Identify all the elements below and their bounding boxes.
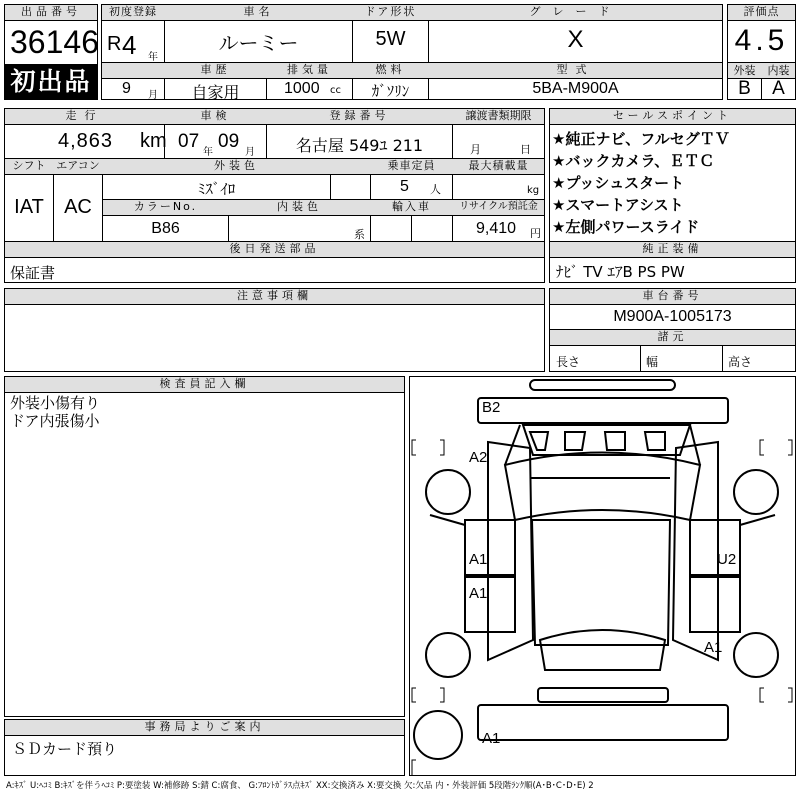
ext-color: ﾐｽﾞｲﾛ [197, 180, 236, 198]
height-label: 高さ [728, 355, 753, 369]
first-reg-label: 初度登録 [102, 5, 164, 19]
width-label: 幅 [646, 355, 659, 369]
sales-points-label: セールスポイント [550, 109, 795, 123]
aircon: AC [64, 196, 92, 218]
mark-fender-front-left: A2 [469, 449, 488, 466]
mark-door-front-left: A1 [469, 551, 488, 568]
model-code: 5BA-M900A [532, 80, 619, 97]
lot-no-label: 出品番号 [5, 5, 97, 19]
later-parts-label: 後日発送部品 [5, 242, 544, 256]
int-color-unit: 系 [354, 228, 365, 241]
history-label: 車歴 [165, 63, 266, 77]
max-load-unit: kg [527, 185, 540, 196]
plate-label: 登録番号 [267, 109, 452, 123]
displacement-label: 排気量 [267, 63, 352, 77]
notes-label: 注意事項欄 [5, 289, 544, 303]
inspector-label: 検査員記入欄 [5, 377, 404, 391]
later-parts: 保証書 [10, 264, 56, 282]
car-name: ルーミー [218, 31, 299, 55]
inspection-month-unit: 月 [245, 147, 255, 158]
grade-label: グレード [429, 5, 722, 19]
history: 自家用 [191, 83, 240, 102]
month-unit: 月 [148, 90, 158, 101]
color-no-label: カラーNo. [103, 200, 228, 214]
sales-point-1: ★純正ナビ、フルセグＴＶ [552, 130, 730, 148]
lot-number: 36146 [10, 24, 99, 60]
inspection-month: 09 [218, 131, 240, 152]
interior-grade: A [772, 78, 785, 99]
sales-point-4: ★スマートアシスト [552, 196, 684, 214]
color-no: B86 [151, 220, 180, 237]
length-label: 長さ [556, 355, 581, 369]
sales-point-5: ★左側パワースライド [552, 218, 700, 236]
fuel: ｶﾞｿﾘﾝ [371, 82, 410, 100]
transfer-label: 譲渡書類期限 [453, 109, 544, 123]
capacity-unit: 人 [430, 183, 441, 196]
displacement-unit: cc [330, 85, 341, 96]
office-note: ＳＤカード預り [12, 740, 118, 758]
max-load-label: 最大積載量 [453, 159, 544, 173]
mark-door-rear-left: A1 [469, 585, 488, 602]
recycle-deposit: 9,410 [476, 220, 517, 237]
evaluation-score: 4.5 [734, 24, 789, 57]
equipment: ﾅﾋﾞ TV ｴｱB PS PW [556, 263, 685, 281]
interior-label: 内装 [767, 64, 790, 77]
era: R [107, 33, 122, 55]
reg-year: 4 [122, 30, 137, 60]
office-label: 事務局よりご案内 [5, 720, 404, 734]
car-name-label: 車名 [165, 5, 352, 19]
mileage: 4,863 [58, 130, 114, 152]
mark-quarter-right: A1 [704, 639, 723, 656]
mark-bumper-front: B2 [482, 399, 501, 416]
shift: IAT [14, 196, 44, 218]
transfer-month: 月 [470, 143, 481, 156]
mark-bumper-rear: A1 [482, 730, 501, 747]
chassis-label: 車台番号 [550, 289, 795, 303]
chassis-number: M900A-1005173 [613, 308, 732, 325]
door-label: ドア形状 [353, 5, 428, 19]
aircon-label: エアコン [54, 159, 102, 173]
ext-color-label: 外装色 [103, 159, 370, 173]
shift-label: シフト [5, 159, 53, 173]
capacity: 5 [400, 178, 409, 195]
first-listing-badge: 初出品 [10, 67, 92, 96]
year-unit: 年 [148, 52, 158, 63]
sales-point-3: ★プッシュスタート [552, 174, 685, 192]
int-color-label: 内装色 [229, 200, 370, 214]
door-type: 5W [375, 28, 406, 50]
exterior-grade: B [738, 78, 751, 99]
exterior-label: 外装 [733, 64, 756, 77]
displacement: 1000 [284, 80, 320, 97]
equipment-label: 純正装備 [550, 242, 795, 256]
model-label: 型式 [429, 63, 722, 77]
dimensions-label: 諸元 [550, 330, 795, 344]
grade: X [567, 26, 584, 53]
inspector-line-2: ドア内張傷小 [10, 412, 100, 430]
inspector-line-1: 外装小傷有り [10, 394, 101, 412]
mileage-label: 走行 [5, 109, 164, 123]
import-label: 輸入車 [371, 200, 452, 214]
inspection-year: 07 [178, 131, 200, 152]
sales-point-2: ★バックカメラ、ＥＴＣ [552, 152, 715, 170]
plate-number: 名古屋 549ﾕ 211 [295, 136, 424, 155]
mark-door-front-right: U2 [717, 551, 737, 568]
transfer-day: 日 [520, 143, 531, 156]
mileage-unit: km [140, 130, 167, 152]
reg-month: 9 [122, 80, 131, 97]
score-label: 評価点 [728, 5, 795, 19]
legend: A:ｷｽﾞ U:ﾍｺﾐ B:ｷｽﾞを伴うﾍｺﾐ P:要塗装 W:補修跡 S:錆 C:腐食、 G:ﾌﾛﾝﾄｶﾞﾗｽ点ｷｽﾞ XX:交換済み X:要交換 欠:欠品 内・外装評価 5段階ﾗﾝｸ順(A･B･C･D･E) 2 [6, 781, 594, 791]
recycle-label: リサイクル預託金 [453, 200, 544, 214]
inspection-year-unit: 年 [203, 147, 213, 158]
recycle-unit: 円 [530, 227, 541, 240]
capacity-label: 乗車定員 [371, 159, 452, 173]
fuel-label: 燃料 [353, 63, 428, 77]
inspection-label: 車検 [165, 109, 266, 123]
